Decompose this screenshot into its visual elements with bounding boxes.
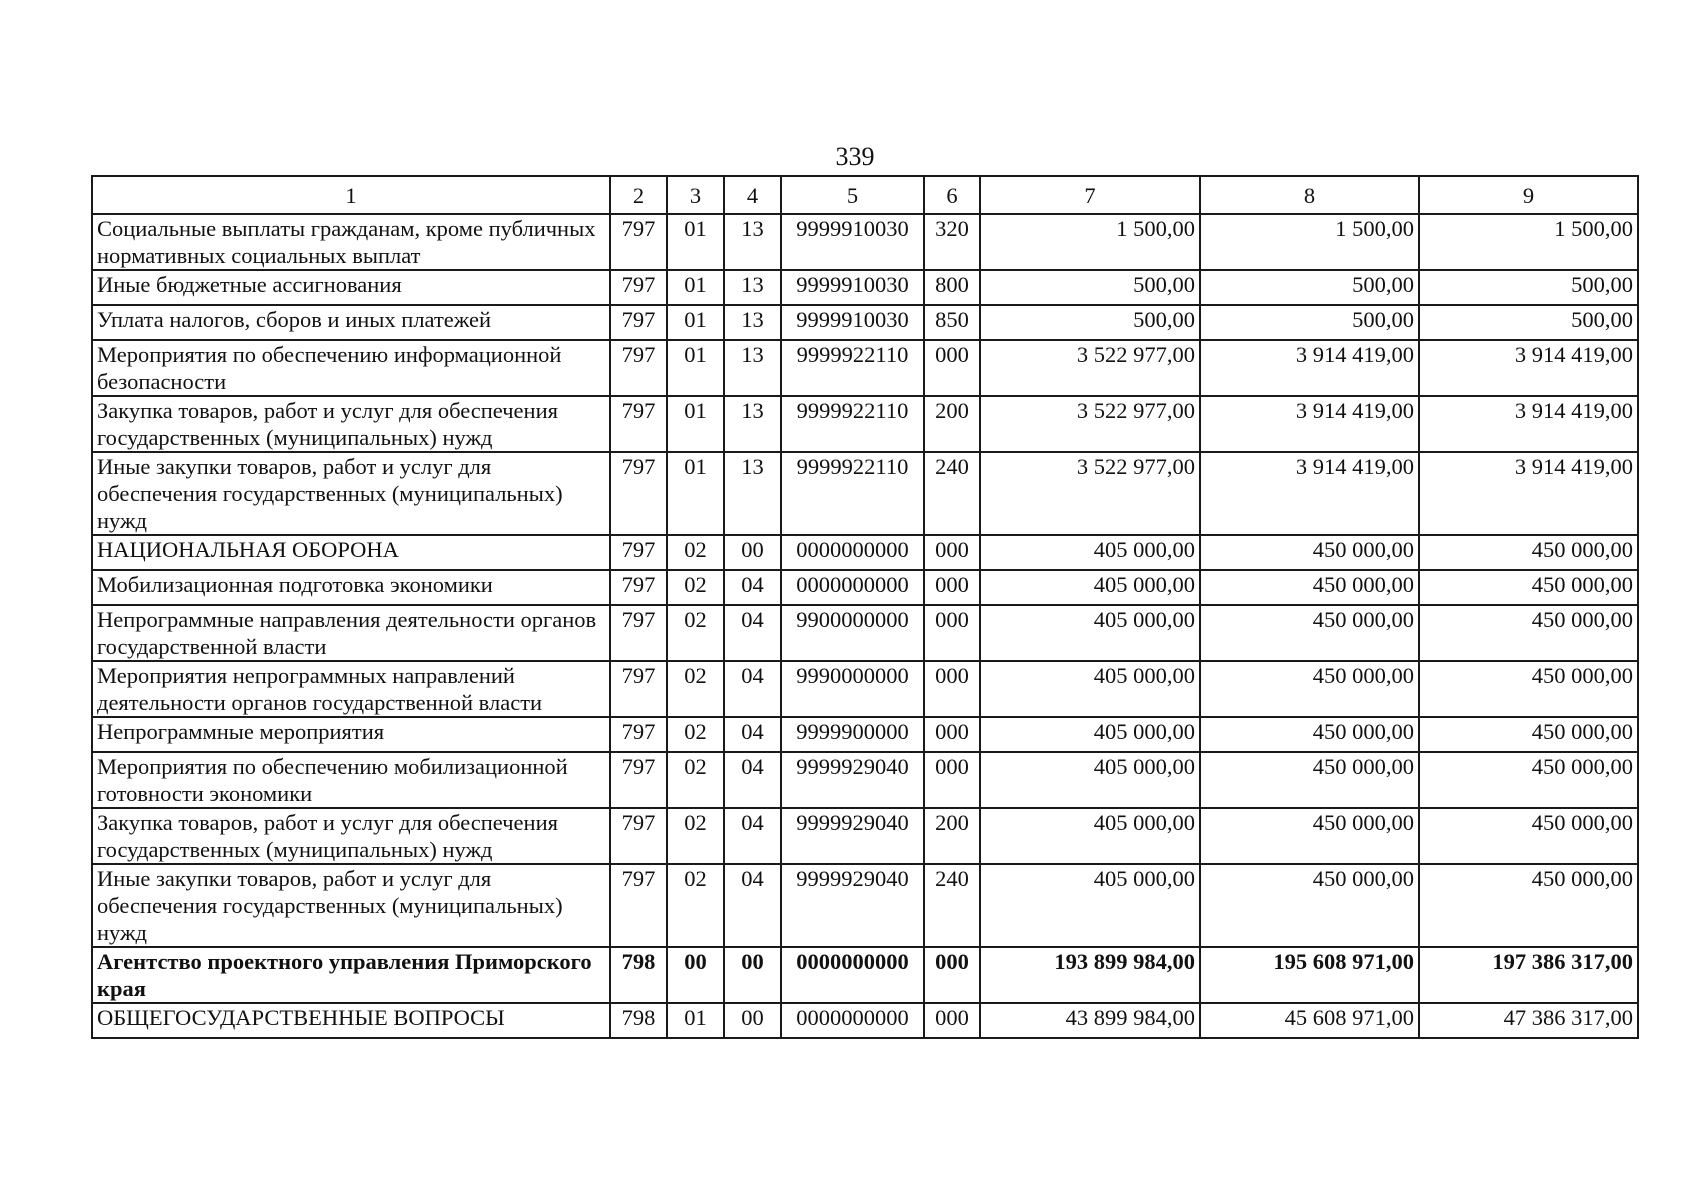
row-amount-col7: 3 522 977,00: [980, 452, 1200, 535]
row-code-ministry: 797: [610, 340, 667, 396]
row-code-target: 9990000000: [781, 661, 924, 717]
row-amount-col8: 450 000,00: [1200, 752, 1419, 808]
row-code-section: 02: [667, 717, 724, 752]
row-code-target: 0000000000: [781, 535, 924, 570]
row-code-target: 9999922110: [781, 340, 924, 396]
table-row: [92, 947, 1638, 1003]
row-code-target: 9999910030: [781, 305, 924, 340]
row-code-subsection: 04: [724, 717, 781, 752]
row-amount-col9: 500,00: [1419, 305, 1638, 340]
row-amount-col7: 405 000,00: [980, 808, 1200, 864]
row-name: Иные закупки товаров, работ и услуг для обеспечения государственных (муниципальных) нужд: [92, 452, 610, 535]
row-code-target: 9999900000: [781, 717, 924, 752]
table-row: [92, 1003, 1638, 1038]
row-code-ministry: 797: [610, 717, 667, 752]
row-code-ministry: 797: [610, 214, 667, 270]
row-code-target: 9999929040: [781, 808, 924, 864]
row-code-expense-type: 000: [924, 340, 980, 396]
row-amount-col7: 405 000,00: [980, 605, 1200, 661]
row-code-ministry: 797: [610, 752, 667, 808]
row-amount-col9: 450 000,00: [1419, 808, 1638, 864]
row-name: Закупка товаров, работ и услуг для обеспечения государственных (муниципальных) нужд: [92, 808, 610, 864]
row-amount-col8: 1 500,00: [1200, 214, 1419, 270]
row-code-section: 01: [667, 452, 724, 535]
row-amount-col9: 450 000,00: [1419, 717, 1638, 752]
row-code-subsection: 13: [724, 340, 781, 396]
row-code-subsection: 04: [724, 661, 781, 717]
row-amount-col8: 450 000,00: [1200, 535, 1419, 570]
row-code-subsection: 00: [724, 1003, 781, 1038]
row-code-ministry: 797: [610, 305, 667, 340]
row-code-section: 01: [667, 305, 724, 340]
table-row: [92, 305, 1638, 340]
row-code-expense-type: 240: [924, 452, 980, 535]
row-code-expense-type: 000: [924, 717, 980, 752]
row-code-target: 9999922110: [781, 396, 924, 452]
row-amount-col9: 450 000,00: [1419, 864, 1638, 947]
row-amount-col7: 405 000,00: [980, 864, 1200, 947]
row-code-target: 9900000000: [781, 605, 924, 661]
row-code-section: 01: [667, 214, 724, 270]
column-header: 9: [1419, 176, 1638, 214]
row-code-ministry: 797: [610, 452, 667, 535]
row-code-section: 02: [667, 605, 724, 661]
row-name: Мобилизационная подготовка экономики: [92, 570, 610, 605]
row-amount-col9: 500,00: [1419, 270, 1638, 305]
row-amount-col8: 450 000,00: [1200, 717, 1419, 752]
row-code-target: 0000000000: [781, 947, 924, 1003]
row-amount-col9: 3 914 419,00: [1419, 396, 1638, 452]
row-amount-col8: 3 914 419,00: [1200, 452, 1419, 535]
row-code-expense-type: 000: [924, 947, 980, 1003]
row-amount-col8: 45 608 971,00: [1200, 1003, 1419, 1038]
row-name: Уплата налогов, сборов и иных платежей: [92, 305, 610, 340]
column-header: 3: [667, 176, 724, 214]
column-header: 5: [781, 176, 924, 214]
row-amount-col9: 197 386 317,00: [1419, 947, 1638, 1003]
row-code-section: 00: [667, 947, 724, 1003]
row-code-expense-type: 850: [924, 305, 980, 340]
row-amount-col7: 405 000,00: [980, 535, 1200, 570]
row-name: Агентство проектного управления Приморского края: [92, 947, 610, 1003]
row-code-target: 9999910030: [781, 214, 924, 270]
header-row: [92, 176, 1638, 214]
row-code-ministry: 798: [610, 947, 667, 1003]
row-code-ministry: 797: [610, 570, 667, 605]
row-code-expense-type: 000: [924, 1003, 980, 1038]
row-code-ministry: 797: [610, 270, 667, 305]
row-name: Социальные выплаты гражданам, кроме публичных нормативных социальных выплат: [92, 214, 610, 270]
row-code-subsection: 04: [724, 570, 781, 605]
row-code-ministry: 798: [610, 1003, 667, 1038]
row-amount-col9: 47 386 317,00: [1419, 1003, 1638, 1038]
row-name: ОБЩЕГОСУДАРСТВЕННЫЕ ВОПРОСЫ: [92, 1003, 610, 1038]
row-name: Иные закупки товаров, работ и услуг для обеспечения государственных (муниципальных) нужд: [92, 864, 610, 947]
row-code-target: 0000000000: [781, 570, 924, 605]
row-code-subsection: 00: [724, 535, 781, 570]
row-code-section: 01: [667, 270, 724, 305]
row-name: Закупка товаров, работ и услуг для обеспечения государственных (муниципальных) нужд: [92, 396, 610, 452]
row-amount-col8: 450 000,00: [1200, 605, 1419, 661]
row-code-section: 02: [667, 570, 724, 605]
row-amount-col7: 500,00: [980, 270, 1200, 305]
row-code-expense-type: 800: [924, 270, 980, 305]
row-code-subsection: 13: [724, 396, 781, 452]
row-code-target: 9999910030: [781, 270, 924, 305]
row-amount-col9: 450 000,00: [1419, 661, 1638, 717]
row-code-subsection: 13: [724, 270, 781, 305]
row-code-subsection: 04: [724, 808, 781, 864]
row-code-section: 01: [667, 1003, 724, 1038]
row-amount-col7: 405 000,00: [980, 661, 1200, 717]
row-code-section: 02: [667, 752, 724, 808]
column-header: 8: [1200, 176, 1419, 214]
table-row: [92, 396, 1638, 452]
row-code-expense-type: 000: [924, 535, 980, 570]
row-code-subsection: 00: [724, 947, 781, 1003]
budget-table: [91, 175, 1639, 1039]
table-row: [92, 864, 1638, 947]
row-code-target: 9999922110: [781, 452, 924, 535]
row-code-target: 9999929040: [781, 864, 924, 947]
row-code-target: 9999929040: [781, 752, 924, 808]
row-amount-col7: 405 000,00: [980, 752, 1200, 808]
row-amount-col8: 450 000,00: [1200, 864, 1419, 947]
row-code-expense-type: 200: [924, 808, 980, 864]
row-code-expense-type: 000: [924, 752, 980, 808]
row-code-subsection: 04: [724, 752, 781, 808]
row-code-ministry: 797: [610, 864, 667, 947]
row-amount-col8: 500,00: [1200, 305, 1419, 340]
row-code-section: 02: [667, 535, 724, 570]
row-amount-col7: 405 000,00: [980, 717, 1200, 752]
table-row: [92, 570, 1638, 605]
row-amount-col8: 450 000,00: [1200, 808, 1419, 864]
column-header: 7: [980, 176, 1200, 214]
table-row: [92, 214, 1638, 270]
column-header: 4: [724, 176, 781, 214]
row-code-ministry: 797: [610, 808, 667, 864]
row-name: Мероприятия по обеспечению мобилизационной готовности экономики: [92, 752, 610, 808]
table-row: [92, 452, 1638, 535]
row-code-subsection: 13: [724, 305, 781, 340]
column-header: 2: [610, 176, 667, 214]
row-code-subsection: 13: [724, 214, 781, 270]
row-code-section: 02: [667, 864, 724, 947]
table-row: [92, 717, 1638, 752]
row-amount-col8: 500,00: [1200, 270, 1419, 305]
row-code-target: 0000000000: [781, 1003, 924, 1038]
row-code-expense-type: 240: [924, 864, 980, 947]
row-code-section: 02: [667, 808, 724, 864]
table-row: [92, 752, 1638, 808]
row-amount-col8: 3 914 419,00: [1200, 396, 1419, 452]
row-name: Мероприятия по обеспечению информационной безопасности: [92, 340, 610, 396]
table-row: [92, 808, 1638, 864]
row-amount-col9: 450 000,00: [1419, 570, 1638, 605]
table-body: [92, 214, 1638, 1038]
row-code-expense-type: 000: [924, 661, 980, 717]
row-code-section: 01: [667, 340, 724, 396]
column-header: 6: [924, 176, 980, 214]
row-name: Иные бюджетные ассигнования: [92, 270, 610, 305]
row-amount-col7: 405 000,00: [980, 570, 1200, 605]
row-name: Мероприятия непрограммных направлений деятельности органов государственной власти: [92, 661, 610, 717]
page-number: 339: [835, 142, 875, 171]
table-row: [92, 270, 1638, 305]
row-code-subsection: 04: [724, 605, 781, 661]
row-code-section: 01: [667, 396, 724, 452]
row-amount-col9: 3 914 419,00: [1419, 452, 1638, 535]
row-amount-col7: 3 522 977,00: [980, 396, 1200, 452]
row-code-ministry: 797: [610, 396, 667, 452]
table-row: [92, 340, 1638, 396]
row-amount-col7: 500,00: [980, 305, 1200, 340]
table-row: [92, 661, 1638, 717]
row-amount-col9: 3 914 419,00: [1419, 340, 1638, 396]
row-amount-col9: 450 000,00: [1419, 535, 1638, 570]
row-amount-col9: 450 000,00: [1419, 605, 1638, 661]
table-row: [92, 535, 1638, 570]
row-amount-col8: 450 000,00: [1200, 570, 1419, 605]
row-code-subsection: 04: [724, 864, 781, 947]
row-amount-col8: 3 914 419,00: [1200, 340, 1419, 396]
row-amount-col7: 43 899 984,00: [980, 1003, 1200, 1038]
row-code-subsection: 13: [724, 452, 781, 535]
row-amount-col9: 1 500,00: [1419, 214, 1638, 270]
row-amount-col8: 450 000,00: [1200, 661, 1419, 717]
row-amount-col9: 450 000,00: [1419, 752, 1638, 808]
row-code-expense-type: 000: [924, 605, 980, 661]
row-name: Непрограммные мероприятия: [92, 717, 610, 752]
row-code-ministry: 797: [610, 605, 667, 661]
row-code-ministry: 797: [610, 535, 667, 570]
row-amount-col7: 3 522 977,00: [980, 340, 1200, 396]
row-code-expense-type: 200: [924, 396, 980, 452]
row-amount-col7: 193 899 984,00: [980, 947, 1200, 1003]
row-amount-col8: 195 608 971,00: [1200, 947, 1419, 1003]
row-name: Непрограммные направления деятельности органов государственной власти: [92, 605, 610, 661]
row-code-expense-type: 320: [924, 214, 980, 270]
column-header: 1: [92, 176, 610, 214]
row-code-section: 02: [667, 661, 724, 717]
row-amount-col7: 1 500,00: [980, 214, 1200, 270]
row-code-expense-type: 000: [924, 570, 980, 605]
table-row: [92, 605, 1638, 661]
row-code-ministry: 797: [610, 661, 667, 717]
row-name: НАЦИОНАЛЬНАЯ ОБОРОНА: [92, 535, 610, 570]
